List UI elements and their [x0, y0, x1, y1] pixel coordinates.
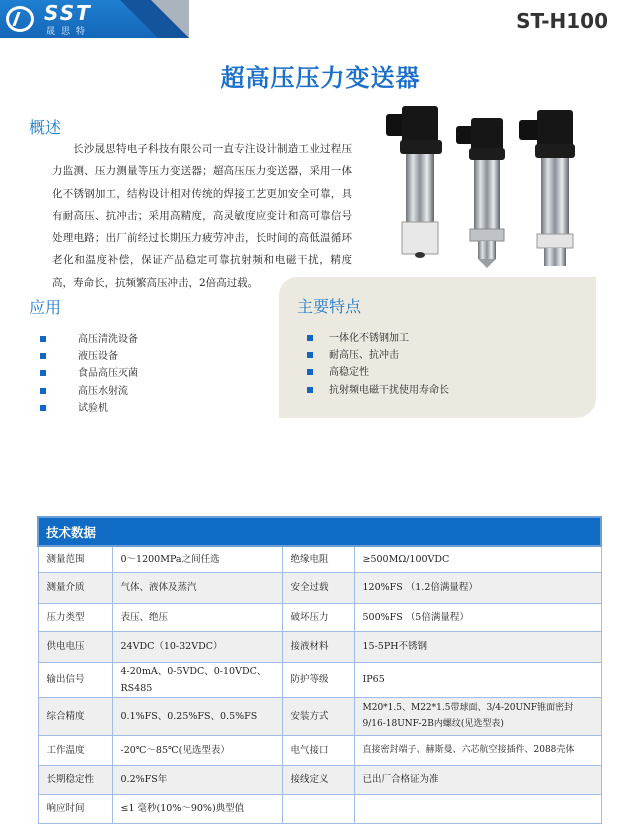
- spec-label: 安装方式: [282, 697, 354, 735]
- bullet-square-icon: [40, 370, 46, 376]
- logo-text: SST: [44, 1, 92, 25]
- spec-value: [354, 794, 601, 823]
- application-label: 液压设备: [78, 351, 118, 363]
- bullet-square-icon: [40, 388, 46, 394]
- spec-label: 接线定义: [282, 765, 354, 794]
- spec-value: 直接密封端子、赫斯曼、六芯航空接插件、2088壳体: [354, 735, 601, 765]
- application-label: 食品高压灭菌: [78, 368, 138, 380]
- list-item: [307, 347, 449, 364]
- spec-value-line: 9/16-18UNF-2B内螺纹(见选型表): [362, 719, 504, 729]
- list-item: [40, 365, 138, 382]
- spec-value: 气体、液体及蒸汽: [112, 572, 282, 603]
- application-label: 试验机: [78, 402, 108, 414]
- spec-label: 综合精度: [38, 697, 112, 735]
- bullet-square-icon: [307, 369, 313, 375]
- spec-label: 安全过载: [282, 572, 354, 603]
- bullet-square-icon: [307, 352, 313, 358]
- table-row: [38, 631, 601, 662]
- spec-value: 24VDC（10-32VDC）: [112, 631, 282, 662]
- features-list: [307, 330, 449, 399]
- list-item: [40, 400, 138, 417]
- spec-label: 供电电压: [38, 631, 112, 662]
- table-row: [38, 662, 601, 697]
- spec-value: 4-20mA、0-5VDC、0-10VDC、RS485: [112, 662, 282, 697]
- spec-table: [37, 516, 602, 824]
- spec-value-line: M20*1.5、M22*1.5带球面、3/4-20UNF锥面密封: [362, 703, 574, 713]
- spec-label: 电气接口: [282, 735, 354, 765]
- spec-value: 0～1200MPa之间任选: [112, 546, 282, 572]
- spec-label: 绝缘电阻: [282, 546, 354, 572]
- table-row: [38, 735, 601, 765]
- feature-label: 一体化不锈钢加工: [329, 333, 409, 344]
- spec-value: -20℃～85℃(见选型表）: [112, 735, 282, 765]
- applications-heading: 应用: [29, 298, 62, 317]
- spec-label: 压力类型: [38, 603, 112, 631]
- logo-emblem-icon: [6, 6, 34, 32]
- page-title: 超高压压力变送器: [220, 64, 421, 92]
- list-item: [40, 383, 138, 400]
- list-item: [307, 382, 449, 399]
- spec-label: 工作温度: [38, 735, 112, 765]
- spec-value: IP65: [354, 662, 601, 697]
- list-item: [40, 348, 138, 365]
- applications-list: [40, 331, 138, 417]
- logo-subtext: 晟思特: [46, 27, 92, 37]
- table-row: [38, 572, 601, 603]
- spec-value: 已出厂合格证为准: [354, 765, 601, 794]
- table-row: [38, 765, 601, 794]
- spec-label: 接液材料: [282, 631, 354, 662]
- feature-label: 高稳定性: [329, 367, 369, 379]
- bullet-square-icon: [307, 335, 313, 341]
- features-heading: 主要特点: [297, 297, 362, 316]
- bullet-square-icon: [40, 336, 46, 342]
- spec-label: 长期稳定性: [38, 765, 112, 794]
- table-row: [38, 603, 601, 631]
- application-label: 高压清洗设备: [78, 334, 138, 345]
- spec-label: 测量介质: [38, 572, 112, 603]
- company-logo-banner: [0, 0, 189, 38]
- spec-value: 15-5PH不锈钢: [354, 631, 601, 662]
- model-number: ST-H100: [516, 9, 608, 33]
- table-row: [38, 697, 601, 735]
- spec-label: [282, 794, 354, 823]
- bullet-square-icon: [40, 353, 46, 359]
- spec-label: 破坏压力: [282, 603, 354, 631]
- spec-label: 输出信号: [38, 662, 112, 697]
- spec-value: 500%FS （5倍满量程）: [354, 603, 601, 631]
- overview-heading: 概述: [29, 118, 62, 137]
- spec-value: 0.1%FS、0.25%FS、0.5%FS: [112, 697, 282, 735]
- bullet-square-icon: [40, 405, 46, 411]
- table-row: [38, 546, 601, 572]
- logo-corner-triangle: [151, 0, 189, 38]
- overview-text: 长沙晟思特电子科技有限公司一直专注设计制造工业过程压力监测、压力测量等压力变送器；超高压压力变送器，采用一体化不锈钢加工，结构设计相对传统的焊接工艺更加安全可靠，具有耐高压、抗冲击；采用高精度，高灵敏度应变计和高可靠信号处理电路；出厂前经过长期压力疲劳冲击，长时间的高低温循环老化和温度补偿，保证产品稳定可靠抗射频和电磁干扰，精度高，寿命长，抗频繁高压冲击，2倍高过载。: [52, 143, 352, 289]
- list-item: [40, 331, 138, 348]
- spec-value: 表压、绝压: [112, 603, 282, 631]
- list-item: [307, 330, 449, 347]
- spec-label: 响应时间: [38, 794, 112, 823]
- spec-label: 防护等级: [282, 662, 354, 697]
- feature-label: 耐高压、抗冲击: [329, 350, 399, 362]
- spec-value: 120%FS （1.2倍满量程）: [354, 572, 601, 603]
- spec-value: ≤1 毫秒(10%～90%)典型值: [112, 794, 282, 823]
- spec-value: [354, 697, 601, 735]
- spec-value: 0.2%FS年: [112, 765, 282, 794]
- feature-label: 抗射频电磁干扰使用寿命长: [329, 384, 449, 396]
- spec-value: ≥500MΩ/100VDC: [354, 546, 601, 572]
- spec-label: 测量范围: [38, 546, 112, 572]
- bullet-square-icon: [307, 387, 313, 393]
- list-item: [307, 364, 449, 381]
- spec-table-heading: 技术数据: [38, 517, 601, 546]
- product-photo: [384, 104, 584, 270]
- table-row: [38, 794, 601, 823]
- application-label: 高压水射流: [78, 385, 128, 397]
